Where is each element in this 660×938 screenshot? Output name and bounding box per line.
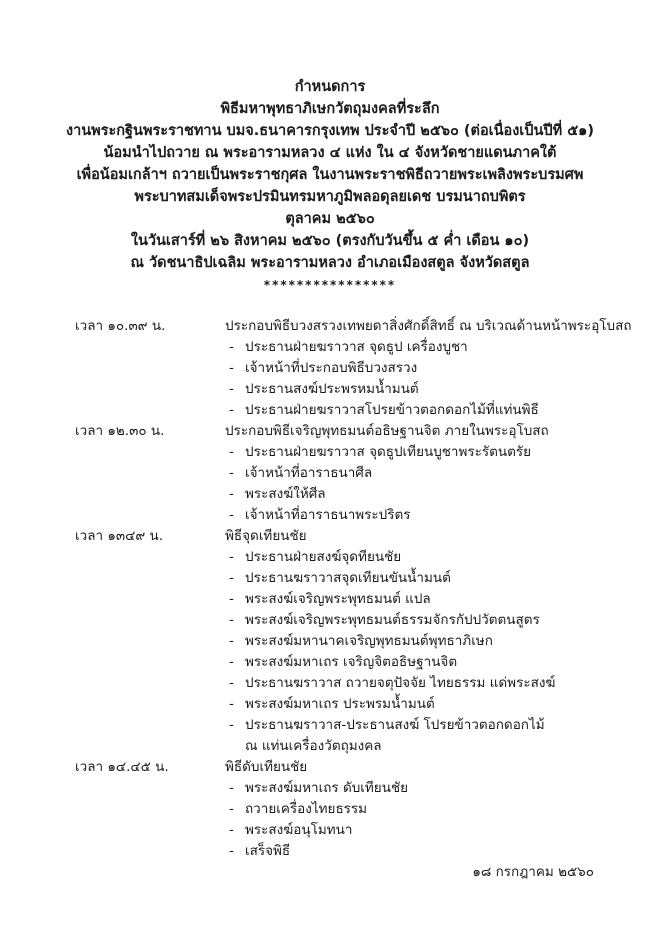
- bullet-text: พระสงฆ์มหาเถร เจริญจิตอธิษฐานจิต: [245, 654, 458, 670]
- bullet-item: [225, 568, 620, 589]
- bullet-text: พระสงฆ์อนุโมทนา: [245, 822, 353, 838]
- bullet-row: [75, 337, 620, 358]
- bullet-row: [75, 358, 620, 379]
- bullet-row: [75, 547, 620, 568]
- bullet-text: พระสงฆ์มหานาคเจริญพุทธมนต์พุทธาภิเษก: [245, 633, 493, 649]
- bullet-dash: -: [229, 654, 234, 670]
- schedule-title-row: [75, 757, 620, 778]
- header-line-dedication: เพื่อน้อมเกล้าฯ ถวายเป็นพระราชกุศล ในงานพระราชพิธีถวายพระเพลิงพระบรมศพ: [76, 167, 584, 183]
- bullet-row: [75, 778, 620, 799]
- bullet-item: [225, 715, 620, 736]
- bullet-text: ประธานฝ่ายฆราวาสโปรยข้าวตอกดอกไม้ที่แท่นพิธี: [245, 402, 539, 418]
- header-line-date: ในวันเสาร์ที่ ๒๖ สิงหาคม ๒๕๖๐ (ตรงกับวันขึ้น ๕ ค่ำ เดือน ๑๐): [130, 233, 530, 249]
- bullet-row: [75, 820, 620, 841]
- section-title: ประกอบพิธีบวงสรวงเทพยดาสิ่งศักดิ์สิทธิ์ ณ บริเวณด้านหน้าพระอุโบสถ: [225, 318, 632, 334]
- bullet-cont-text: ณ แท่นเครื่องวัตถุมงคล: [245, 738, 382, 754]
- section-content: [225, 526, 620, 547]
- section-content: [225, 316, 632, 337]
- bullet-text: ถวายเครื่องไทยธรรม: [245, 801, 368, 817]
- bullet-item: [225, 379, 620, 400]
- bullet-dash: -: [229, 780, 234, 796]
- bullet-item: [225, 673, 620, 694]
- bullet-row: [75, 610, 620, 631]
- bullet-item: [225, 358, 620, 379]
- schedule-section: [75, 421, 620, 526]
- header-line-temples: น้อมนำไปถวาย ณ พระอารามหลวง ๔ แห่ง ใน ๔ จังหวัดชายแดนภาคใต้: [103, 145, 557, 161]
- bullet-row: [75, 484, 620, 505]
- bullet-text: พระสงฆ์เจริญพระพุทธมนต์ธรรมจักรกัปปวัตตนสูตร: [245, 612, 540, 628]
- bullet-text: พระสงฆ์เจริญพระพุทธมนต์ แปล: [245, 591, 431, 607]
- bullet-text: ประธานฝ่ายสงฆ์จุดทียนชัย: [245, 549, 402, 565]
- time-label: เวลา ๑๔.๔๕ น.: [75, 759, 169, 775]
- bullet-text: ประธานสงฆ์ประพรหมน้ำมนต์: [245, 381, 419, 397]
- section-title: ประกอบพิธีเจริญพุทธมนต์อธิษฐานจิต ภายในพระอุโบสถ: [225, 423, 549, 439]
- bullet-row: [75, 589, 620, 610]
- bullet-row: [75, 442, 620, 463]
- bullet-item: [225, 547, 620, 568]
- schedule-section: [75, 316, 632, 421]
- bullet-row: [75, 505, 620, 526]
- bullet-item: [225, 400, 620, 421]
- bullet-row: [75, 652, 620, 673]
- bullet-item: [225, 652, 620, 673]
- section-title: พิธีจุดเทียนชัย: [225, 528, 307, 544]
- bullet-row: [75, 379, 620, 400]
- bullet-row: [75, 463, 620, 484]
- bullet-row: [75, 799, 620, 820]
- bullet-text: เจ้าหน้าที่อาราธนาพระปริตร: [245, 507, 411, 523]
- bullet-dash: -: [229, 843, 234, 859]
- bullet-dash: -: [229, 549, 234, 565]
- time-label: เวลา ๑๓๔๙ น.: [75, 528, 164, 544]
- bullet-dash: -: [229, 507, 234, 523]
- bullet-item: [225, 841, 620, 862]
- bullet-text: ประธานฆราวาสจุดเทียนขันน้ำมนต์: [245, 570, 451, 586]
- bullet-dash: -: [229, 717, 234, 733]
- bullet-item: [225, 799, 620, 820]
- bullet-text: ประธานฝ่ายฆราวาส จุดธูป เครื่องบูชา: [245, 339, 468, 355]
- time-label: เวลา ๑๐.๓๙ น.: [75, 318, 166, 334]
- bullet-dash: -: [229, 822, 234, 838]
- bullet-item: [225, 631, 620, 652]
- bullet-dash: -: [229, 465, 234, 481]
- bullet-dash: -: [229, 633, 234, 649]
- bullet-item: [225, 484, 620, 505]
- bullet-row: [75, 694, 620, 715]
- schedule-section: [75, 757, 620, 862]
- schedule-title-row: [75, 526, 620, 547]
- bullet-text: เจ้าหน้าที่อาราธนาศีล: [245, 465, 373, 481]
- bullet-text: ประธานฆราวาส-ประธานสงฆ์ โปรยข้าวตอกดอกไม้: [245, 717, 545, 733]
- bullet-item: [225, 463, 620, 484]
- header-line-ceremony: พิธีมหาพุทธาภิเษกวัตถุมงคลที่ระลึก: [220, 101, 440, 117]
- bullet-row: [75, 715, 620, 757]
- section-title: พิธีดับเทียนชัย: [225, 759, 308, 775]
- bullet-text: พระสงฆ์ให้ศีล: [245, 486, 326, 502]
- bullet-item: [225, 820, 620, 841]
- bullet-item: [225, 589, 620, 610]
- bullet-row: [75, 631, 620, 652]
- bullet-row: [75, 568, 620, 589]
- bullet-dash: -: [229, 486, 234, 502]
- time-label: เวลา ๑๒.๓๐ น.: [75, 423, 165, 439]
- bullet-dash: -: [229, 591, 234, 607]
- bullet-item: [225, 505, 620, 526]
- bullet-text: พระสงฆ์มหาเถร ประพรมน้ำมนต์: [245, 696, 435, 712]
- bullet-dash: -: [229, 444, 234, 460]
- bullet-dash: -: [229, 339, 234, 355]
- bullet-text: เสร็จพิธี: [245, 843, 291, 859]
- bullet-item: [225, 778, 620, 799]
- bullet-dash: -: [229, 612, 234, 628]
- header-line-month: ตุลาคม ๒๕๖๐: [285, 211, 375, 227]
- bullet-text: พระสงฆ์มหาเถร ดับเทียนชัย: [245, 780, 409, 796]
- bullet-row: [75, 841, 620, 862]
- header-line-venue: ณ วัดชนาธิปเฉลิม พระอารามหลวง อำเภอเมืองสตูล จังหวัดสตูล: [130, 255, 530, 271]
- bullet-dash-empty: [229, 736, 245, 757]
- schedule-section: [75, 526, 620, 757]
- section-content: [225, 757, 620, 778]
- bullet-item: [225, 442, 620, 463]
- footer-date: ๑๘ กรกฎาคม ๒๕๖๐: [472, 864, 594, 880]
- schedule-title-row: [75, 421, 620, 442]
- bullet-dash: -: [229, 801, 234, 817]
- bullet-dash: -: [229, 696, 234, 712]
- bullet-dash: -: [229, 402, 234, 418]
- bullet-dash: -: [229, 570, 234, 586]
- section-content: [225, 421, 620, 442]
- bullet-row: [75, 673, 620, 694]
- document-header: [0, 0, 660, 294]
- schedule-title-row: [75, 316, 632, 337]
- bullet-text: เจ้าหน้าที่ประกอบพิธีบวงสรวง: [245, 360, 418, 376]
- bullet-dash: -: [229, 360, 234, 376]
- header-line-title: กำหนดการ: [294, 79, 366, 95]
- asterisk-divider: ****************: [263, 278, 397, 292]
- bullet-text: ประธานฝ่ายฆราวาส จุดธูปเทียนบูชาพระรัตนตรัย: [245, 444, 532, 460]
- bullet-dash: -: [229, 675, 234, 691]
- bullet-dash: -: [229, 381, 234, 397]
- header-line-event: งานพระกฐินพระราชทาน บมจ.ธนาคารกรุงเทพ ประจำปี ๒๕๖๐ (ต่อเนื่องเป็นปีที่ ๕๑): [66, 123, 594, 139]
- bullet-text: ประธานฆราวาส ถวายจตุปัจจัย ไทยธรรม แด่พระสงฆ์: [245, 675, 556, 691]
- schedule: [0, 316, 660, 862]
- bullet-item: [225, 337, 620, 358]
- header-line-king: พระบาทสมเด็จพระปรมินทรมหาภูมิพลอดุลยเดช บรมนาถบพิตร: [134, 189, 526, 205]
- bullet-continuation: [225, 736, 620, 757]
- bullet-row: [75, 400, 620, 421]
- bullet-item: [225, 694, 620, 715]
- bullet-item: [225, 610, 620, 631]
